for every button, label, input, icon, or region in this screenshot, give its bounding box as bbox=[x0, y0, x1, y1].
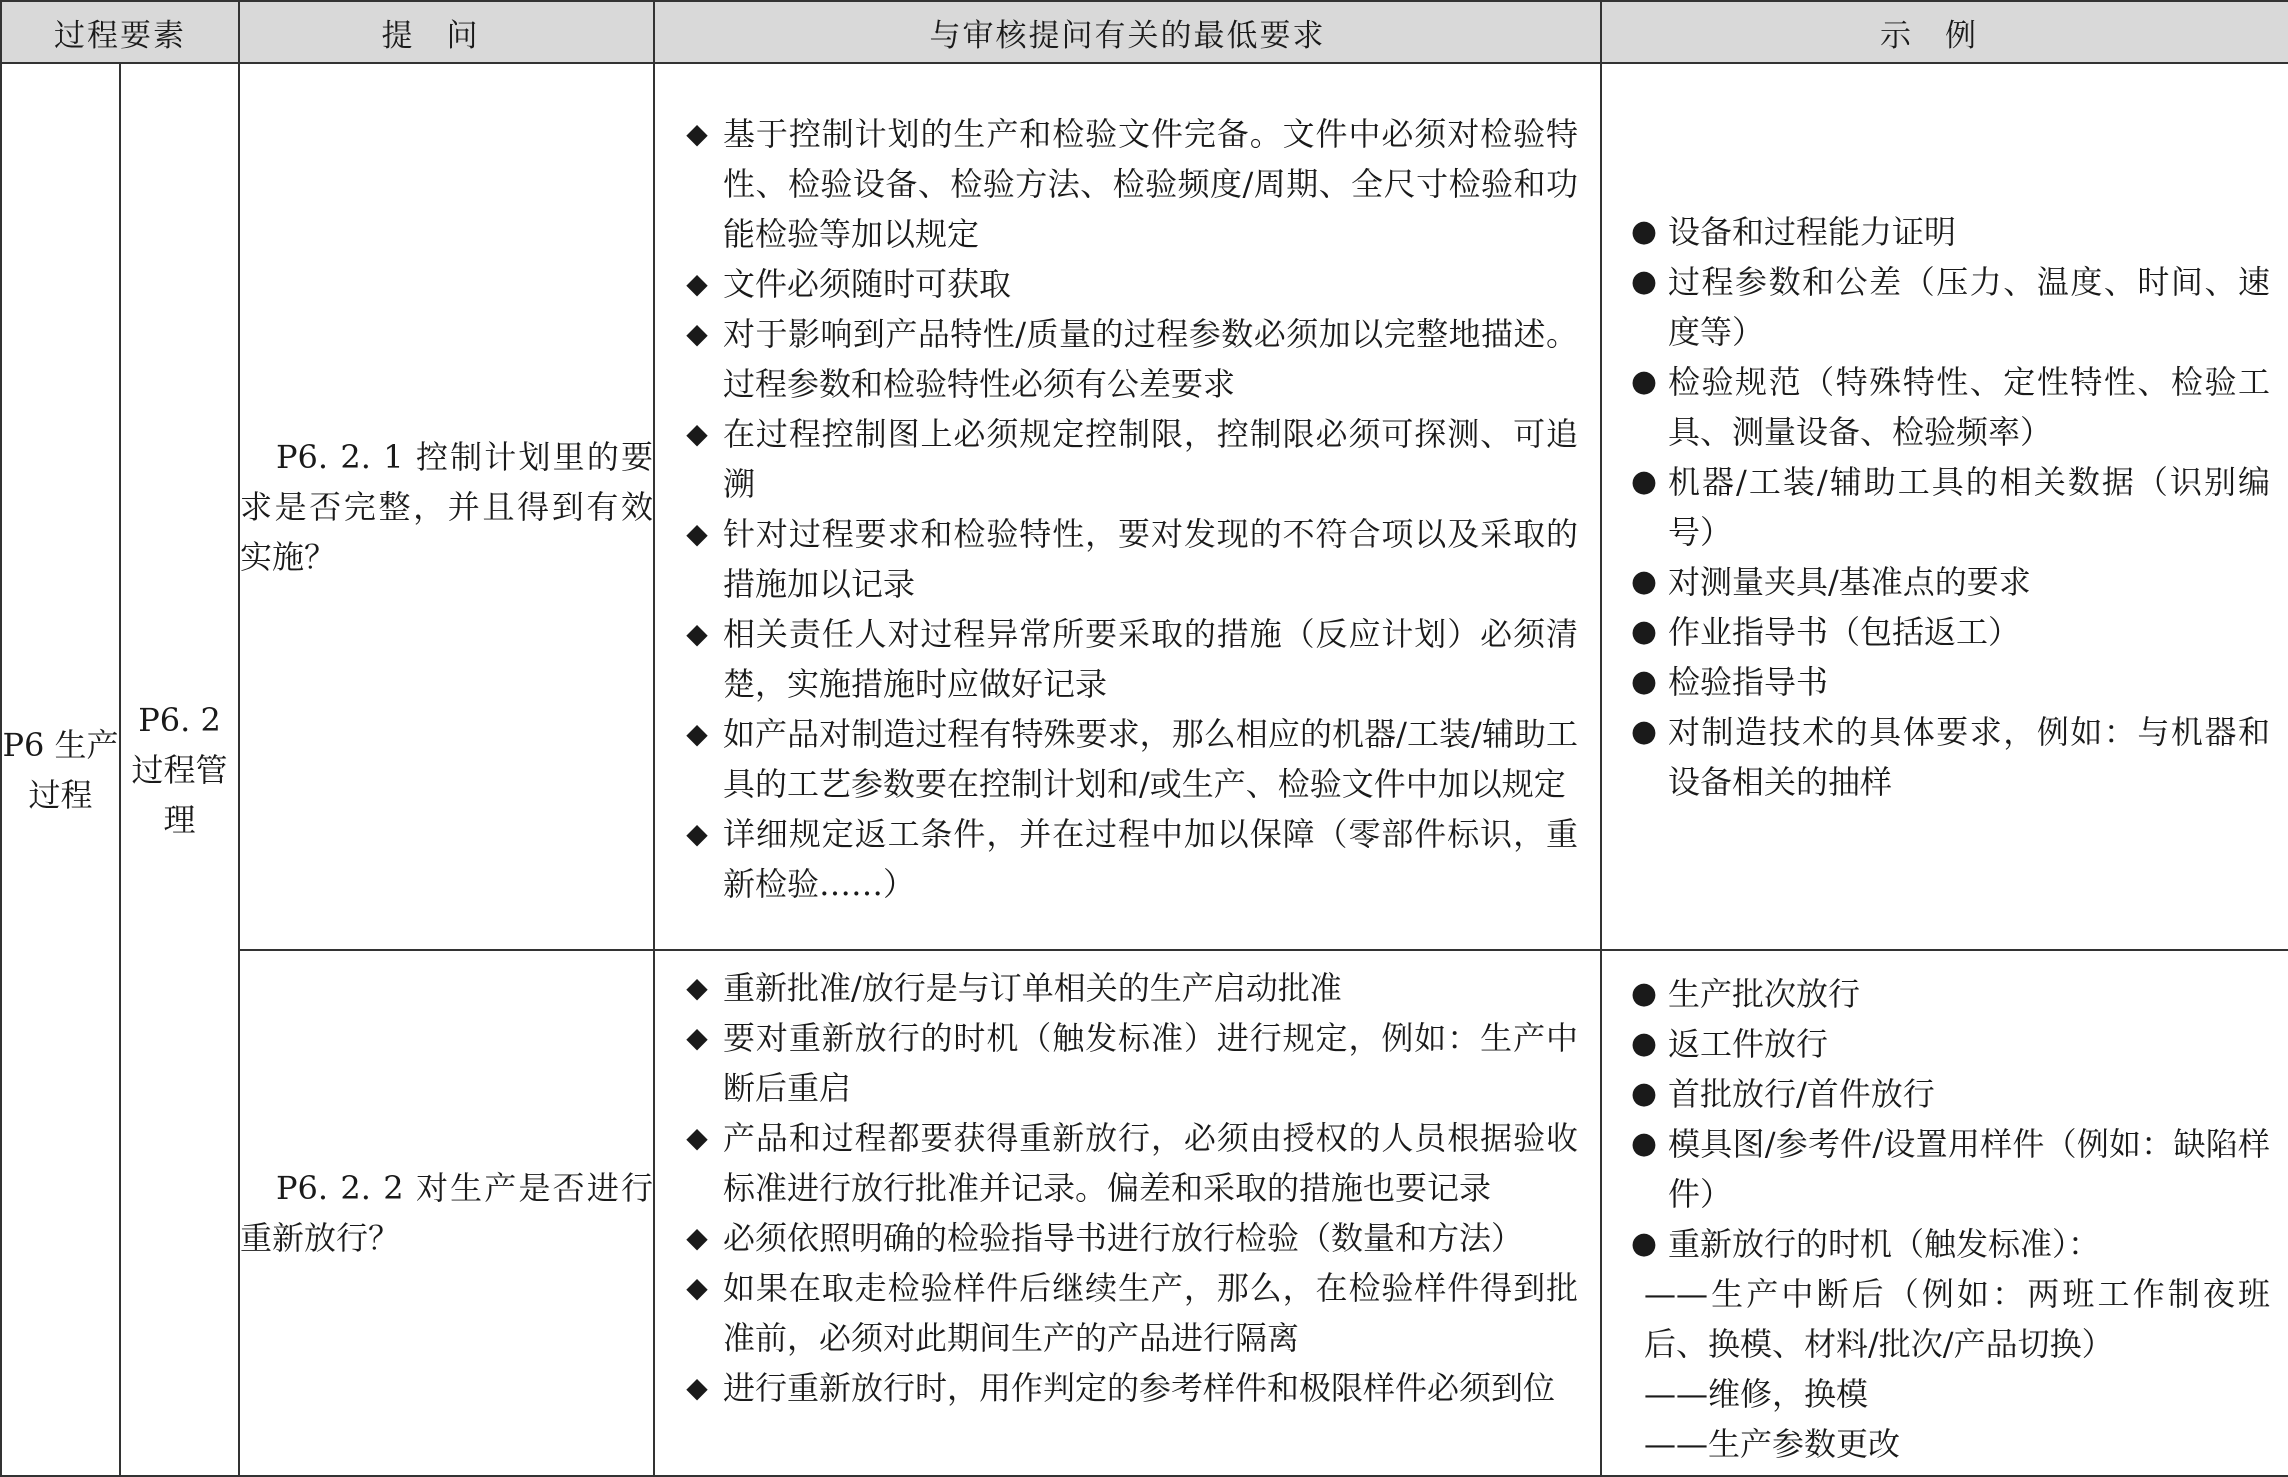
example-text: 检验规范（特殊特性、定性特性、检验工具、测量设备、检验频率） bbox=[1668, 362, 2270, 451]
requirement-item bbox=[677, 1113, 1578, 1213]
requirement-text: 要对重新放行的时机（触发标准）进行规定，例如：生产中断后重启 bbox=[723, 1019, 1578, 1107]
example-item bbox=[1626, 707, 2270, 807]
requirement-text: 在过程控制图上必须规定控制限，控制限必须可探测、可追溯 bbox=[723, 414, 1578, 503]
requirement-item bbox=[677, 1213, 1578, 1263]
example-item bbox=[1626, 257, 2270, 357]
requirement-text: 重新批准/放行是与订单相关的生产启动批准 bbox=[723, 969, 1342, 1007]
example-text: 作业指导书（包括返工） bbox=[1668, 612, 2021, 651]
requirement-item bbox=[677, 409, 1578, 509]
diamond-bullet-icon: ◆ bbox=[686, 116, 708, 150]
diamond-bullet-icon: ◆ bbox=[686, 416, 708, 450]
example-item bbox=[1626, 607, 2270, 657]
example-text: 首批放行/首件放行 bbox=[1668, 1075, 1935, 1113]
requirement-text: 针对过程要求和检验特性，要对发现的不符合项以及采取的措施加以记录 bbox=[723, 514, 1578, 603]
requirements-list bbox=[655, 97, 1600, 917]
example-item bbox=[1626, 457, 2270, 557]
round-bullet-icon: ● bbox=[1630, 663, 1658, 699]
requirement-item bbox=[677, 309, 1578, 409]
diamond-bullet-icon: ◆ bbox=[686, 1271, 708, 1304]
question-cell: P6. 2. 2 对生产是否进行重新放行？ bbox=[239, 950, 654, 1476]
requirements-cell bbox=[654, 63, 1601, 950]
example-text: 对制造技术的具体要求，例如：与机器和设备相关的抽样 bbox=[1668, 712, 2270, 801]
example-text: 设备和过程能力证明 bbox=[1668, 212, 1957, 251]
header-examples-label: 示例 bbox=[1880, 17, 2010, 54]
round-bullet-icon: ● bbox=[1630, 613, 1658, 649]
requirements-cell bbox=[654, 950, 1601, 1476]
requirement-item bbox=[677, 1363, 1578, 1413]
requirement-item bbox=[677, 1013, 1578, 1113]
header-process-element: 过程要素 bbox=[1, 1, 239, 63]
requirement-item bbox=[677, 809, 1578, 909]
requirement-text: 如果在取走检验样件后继续生产，那么，在检验样件得到批准前，必须对此期间生产的产品进行隔离 bbox=[723, 1269, 1578, 1357]
example-text: 机器/工装/辅助工具的相关数据（识别编号） bbox=[1668, 462, 2270, 551]
round-bullet-icon: ● bbox=[1630, 363, 1658, 399]
round-bullet-icon: ● bbox=[1630, 1026, 1658, 1061]
example-item bbox=[1626, 1019, 2270, 1069]
requirement-item bbox=[677, 963, 1578, 1013]
round-bullet-icon: ● bbox=[1630, 563, 1658, 599]
header-examples bbox=[1601, 1, 2288, 63]
diamond-bullet-icon: ◆ bbox=[686, 616, 708, 650]
round-bullet-icon: ● bbox=[1630, 463, 1658, 499]
header-requirements: 与审核提问有关的最低要求 bbox=[654, 1, 1601, 63]
round-bullet-icon: ● bbox=[1630, 1126, 1658, 1161]
diamond-bullet-icon: ◆ bbox=[686, 1221, 708, 1254]
examples-list bbox=[1602, 207, 2288, 807]
header-question-label: 提问 bbox=[381, 17, 512, 54]
diamond-bullet-icon: ◆ bbox=[686, 1121, 708, 1154]
examples-cell bbox=[1601, 950, 2288, 1476]
table-row bbox=[1, 63, 2288, 950]
requirement-text: 相关责任人对过程异常所要采取的措施（反应计划）必须清楚，实施措施时应做好记录 bbox=[723, 614, 1578, 703]
example-text: 对测量夹具/基准点的要求 bbox=[1668, 562, 2031, 601]
example-item bbox=[1626, 207, 2270, 257]
example-subitem: ——生产中断后（例如：两班工作制夜班后、换模、材料/批次/产品切换） bbox=[1644, 1275, 2270, 1363]
round-bullet-icon: ● bbox=[1630, 1226, 1658, 1261]
example-item bbox=[1626, 1119, 2270, 1219]
round-bullet-icon: ● bbox=[1630, 263, 1658, 299]
requirement-item bbox=[677, 1263, 1578, 1363]
table-header-row bbox=[1, 1, 2288, 63]
example-text: 过程参数和公差（压力、温度、时间、速度等） bbox=[1668, 262, 2270, 351]
example-subitem: ——生产参数更改 bbox=[1644, 1425, 1901, 1463]
example-text: 重新放行的时机（触发标准）： bbox=[1668, 1225, 2101, 1263]
round-bullet-icon: ● bbox=[1630, 713, 1658, 749]
diamond-bullet-icon: ◆ bbox=[686, 516, 708, 550]
example-subitem: ——维修，换模 bbox=[1644, 1375, 1869, 1413]
round-bullet-icon: ● bbox=[1630, 1076, 1658, 1111]
requirement-text: 进行重新放行时，用作判定的参考样件和极限样件必须到位 bbox=[723, 1369, 1556, 1407]
example-item bbox=[1626, 1069, 2270, 1119]
example-text: 生产批次放行 bbox=[1668, 975, 1861, 1013]
example-item bbox=[1626, 557, 2270, 607]
requirement-item bbox=[677, 609, 1578, 709]
requirement-text: 必须依照明确的检验指导书进行放行检验（数量和方法） bbox=[723, 1219, 1524, 1257]
examples-list bbox=[1602, 969, 2288, 1469]
diamond-bullet-icon: ◆ bbox=[686, 816, 708, 850]
requirement-item bbox=[677, 109, 1578, 259]
diamond-bullet-icon: ◆ bbox=[686, 1371, 708, 1404]
process-element-cell: P6 生产过程 bbox=[1, 63, 120, 1476]
examples-cell bbox=[1601, 63, 2288, 950]
diamond-bullet-icon: ◆ bbox=[686, 1021, 708, 1054]
requirement-text: 产品和过程都要获得重新放行，必须由授权的人员根据验收标准进行放行批准并记录。偏差和采取的措施也要记录 bbox=[723, 1119, 1578, 1207]
round-bullet-icon: ● bbox=[1630, 976, 1658, 1011]
question-cell: P6. 2. 1 控制计划里的要求是否完整，并且得到有效实施？ bbox=[239, 63, 654, 950]
example-item bbox=[1626, 657, 2270, 707]
diamond-bullet-icon: ◆ bbox=[686, 971, 708, 1004]
sub-element-cell: P6. 2 过程管理 bbox=[120, 63, 239, 1476]
diamond-bullet-icon: ◆ bbox=[686, 716, 708, 750]
example-item bbox=[1626, 969, 2270, 1019]
example-text: 检验指导书 bbox=[1668, 662, 1829, 701]
example-item bbox=[1626, 1219, 2270, 1269]
requirement-text: 详细规定返工条件，并在过程中加以保障（零部件标识，重新检验……） bbox=[723, 814, 1578, 903]
requirement-item bbox=[677, 509, 1578, 609]
table-row bbox=[1, 950, 2288, 1476]
requirement-item bbox=[677, 259, 1578, 309]
requirement-item bbox=[677, 709, 1578, 809]
example-text: 返工件放行 bbox=[1668, 1025, 1829, 1063]
requirements-list bbox=[655, 951, 1600, 1421]
example-item bbox=[1626, 357, 2270, 457]
requirement-text: 文件必须随时可获取 bbox=[723, 264, 1012, 303]
example-text: 模具图/参考件/设置用样件（例如：缺陷样件） bbox=[1668, 1125, 2270, 1213]
round-bullet-icon: ● bbox=[1630, 213, 1658, 249]
header-question bbox=[239, 1, 654, 63]
requirement-text: 如产品对制造过程有特殊要求，那么相应的机器/工装/辅助工具的工艺参数要在控制计划和/或生产、检验文件中加以规定 bbox=[723, 714, 1578, 803]
requirement-text: 基于控制计划的生产和检验文件完备。文件中必须对检验特性、检验设备、检验方法、检验频度/周期、全尺寸检验和功能检验等加以规定 bbox=[723, 114, 1578, 253]
diamond-bullet-icon: ◆ bbox=[686, 266, 708, 300]
diamond-bullet-icon: ◆ bbox=[686, 316, 708, 350]
requirement-text: 对于影响到产品特性/质量的过程参数必须加以完整地描述。过程参数和检验特性必须有公差要求 bbox=[723, 314, 1578, 403]
